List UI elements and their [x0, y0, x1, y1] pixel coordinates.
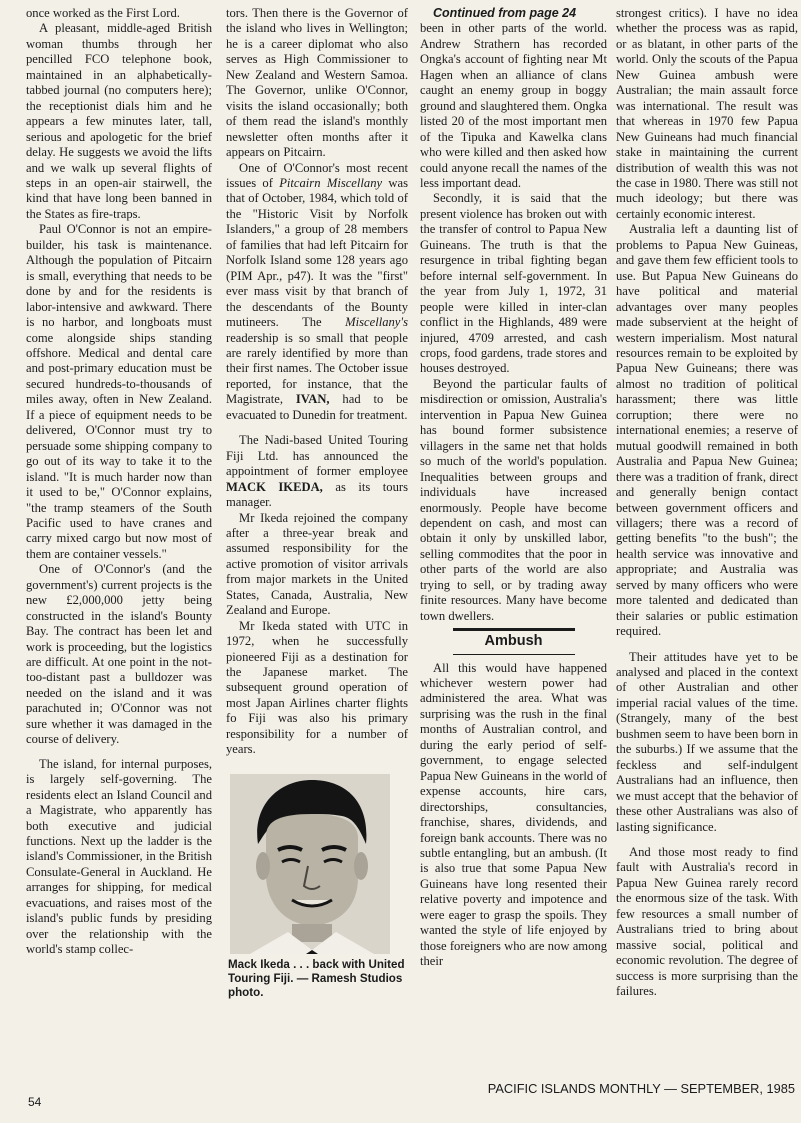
- column-4: [616, 6, 798, 1000]
- paragraph: And those most ready to find fault with Australia's record in Papua New Guinea rarely record the enormous size of the task. With few resources a small number of Australians tried to bring about massive social, political and economic revolution. The degree of success is more surprising than the failures.: [616, 845, 798, 999]
- portrait-illustration: [230, 774, 390, 954]
- photo-caption: Mack Ikeda . . . back with United Touring Fiji. — Ramesh Studios photo.: [228, 957, 405, 999]
- publication-title: Miscellany's: [345, 315, 408, 330]
- running-footer: PACIFIC ISLANDS MONTHLY — SEPTEMBER, 1985: [487, 1081, 795, 1096]
- paragraph: Mr Ikeda rejoined the company after a three-year break and assumed responsibility for the active promotion of visitor arrivals from major markets in the United States, Canada, Australia, New Zealand and Europe.: [226, 510, 408, 618]
- continued-from-label: Continued from page 24: [433, 6, 577, 20]
- paragraph: One of O'Connor's (and the government's) current projects is the new £2,000,000 jetty being constructed in the island's Bounty Bay. The contract has been let and work is proceeding, but the logistics are difficult. At one point in the not-too-distant past a bulldozer was needed on the island and it was parachuted in; O'Connor was not sure whether it was damaged in the course of delivery.: [26, 562, 212, 747]
- text-run: was that of October, 1984, which told of the "Historic Visit by Norfolk Islanders," a group of 28 members of families that had left Pitcairn for Norfolk Island some 128 years ago (PIM Apr., p47). It was the "first" ever mass visit by that branch of the descendants of the Bounty mutineers. The: [226, 175, 408, 330]
- name-highlight: MACK IKEDA,: [226, 479, 323, 494]
- paragraph: The island, for internal purposes, is largely self-governing. The residents elect an Island Council and a Magistrate, who apparently has both executive and judicial functions. Next up the ladder is the island's Commissioner, in the British Consulate-General in Auckland. He arranges for shipping, for medical evacuations, and raises most of the island's public funds by presiding over the relationship with the world's stamp collec-: [26, 756, 212, 957]
- paragraph: A pleasant, middle-aged British woman thumbs through her pencilled FCO telephone book, maintained in an alphabetically-tabbed journal (no computers here); the receptionist dials him and he appears a few minutes later, tall, serious and apologetic for the brief delay. He suggests we avoid the lifts and we walk up several flights of steps in an open-air stairwell, the kind that have long been banned in the States as fire-traps.: [26, 21, 212, 221]
- name-highlight: IVAN,: [295, 392, 330, 407]
- paragraph: once worked as the First Lord.: [26, 6, 180, 20]
- paragraph: Mr Ikeda stated with UTC in 1972, when he successfully pioneered Fiji as a destination for the Japanese market. The subsequent ground operation of most Japan Airlines charter flights fo Fiji was also his primary responsibility for a number of years.: [226, 618, 408, 757]
- column-1: [26, 6, 212, 958]
- paragraph: Secondly, it is said that the present violence has broken out with the transfer of control to Papua New Guineans. The truth is that the resurgence in tribal fighting began before internal self-government. In the year from July 1, 1972, 31 people were killed in inter-clan conflict in the Highlands, 489 were injured, 4709 arrested, and cash crops, food gardens, trade stores and houses destroyed.: [420, 191, 607, 376]
- text-run: The Nadi-based United Touring Fiji Ltd. has announced the appointment of former employee: [226, 433, 408, 479]
- paragraph: Paul O'Connor is not an empire-builder, his task is maintenance. Although the population of Pitcairn is small, everything that needs to be done by and for the residents is labor-intensive and awkward. There is no harbor, and longboats must come alongside ships standing offshore. Medical and dental care and post-primary education must be secured hundreds-to-thousands of miles away, often in New Zealand. If a piece of equipment needs to be delivered, O'Connor must try to persuade some shipping company to go out of its way to take it to the island. "It is much harder now than it used to be," O'Connor explains, "the tramp steamers of the South Pacific used to have cranes and carry mixed cargo but now most of them are container vessels.": [26, 222, 212, 561]
- publication-title: Pitcairn Miscellany: [279, 175, 383, 190]
- paragraph-ikeda-appointment: [226, 433, 408, 510]
- portrait-photo: [230, 774, 390, 954]
- column-3: [420, 6, 607, 970]
- paragraph: Beyond the particular faults of misdirection or omission, Australia's intervention in Papua New Guinea has bound former subsistence villagers in the same net that holds so much of the world's population. Inequalities between groups and individuals have increased enormously. People have become dependent on cash, and most can obtain it only by unskilled labor, selling commodites that the poor in other parts of the world are also trying to sell, or by trading away finite resources. Many have become town dwellers.: [420, 376, 607, 623]
- paragraph: tors. Then there is the Governor of the island who lives in Wellington; he is a career diplomat who also serves as High Commissioner to New Zealand and Western Samoa. The Governor, unlike O'Connor, visits the island occasionally; both of them read the island's monthly newsletter often months after it appears on Pitcairn.: [226, 6, 408, 160]
- paragraph: All this would have happened whichever western power had administered the area. What was surprising was the rush in the final months of Australian control, and during the early period of self-government, to engage selected Papua New Guineans in the world of expense accounts, hire cars, directorships, consultancies, franchise, shares, dividends, and foreign bank accounts. There was no subtle entangling, but an ambush. (It is also true that some Papua New Guineans have long resented their relative poverty and impotence and were eager to grasp the spoils. They wanted the style of life enjoyed by those foreigners who are now among their: [420, 660, 607, 969]
- paragraph: Australia left a daunting list of problems to Papua New Guineas, and gave them few efficient tools to use. But Papua New Guineans do have political and material advantages over many peoples made subservient at the height of western imperialism. Most natural resources remain to be exploited by Papua New Guineans; there was almost no tradition of political harassment; there was little corruption; there were no international enemies; a reserve of mutual goodwill remained in both Australia and Papua New Guinea; there was a tradition of frank, direct and generally benign contact between government officers and villagers; there was a record of getting benefits "to the bush"; the health service was innovative and appropriate; and Australia was served by many officers who were more talented and dedicated than their salaries or public estimation required.: [616, 222, 798, 639]
- column-2: [226, 6, 408, 1000]
- page-number: 54: [28, 1095, 42, 1109]
- section-subheading: Ambush: [453, 628, 575, 654]
- paragraph: strongest critics). I have no idea whether the process was as rapid, or as blatant, in other parts of the world. Only the scouts of the Papua New Guinea ambush were Australian; the main assault force was international. The result was that whereas in 1970 few Papua New Guineans had much financial stake in maintaining the current distribution of wealth this was not the case in 1980. There was still not much ideology; but there was certainly economic interest.: [616, 6, 798, 221]
- text-run: One of O'Connor's most recent issues of: [226, 160, 408, 190]
- text-run: readership is so small that people are rarely identified by more than their first names. The October issue reported, for instance, that the Magistrate,: [226, 330, 408, 407]
- paragraph: been in other parts of the world. Andrew Strathern has recorded Ongka's account of fighting near Mt Hagen when an alliance of clans caught an enemy group in boggy ground and slaughtered them. Ongka listed 20 of the most important men of the Tipuka and Kawelka clans who were killed and then asked how could anyone recall the names of the less important dead.: [420, 21, 607, 190]
- paragraph: Their attitudes have yet to be analysed and placed in the context of other Australian and other imperial racial values of the time. (Strangely, many of the best bushmen seem to have been born in the suburbs.) If we assume that the feckless and self-indulgent Australians had an influence, then we must accept that the behavior of these other Australians was also of lasting significance.: [616, 649, 798, 834]
- text-run: had to be evacuated to Dunedin for treatment.: [226, 392, 408, 422]
- text-run: as its tours manager.: [226, 479, 408, 510]
- paragraph-pitcairn-miscellany: [226, 161, 408, 424]
